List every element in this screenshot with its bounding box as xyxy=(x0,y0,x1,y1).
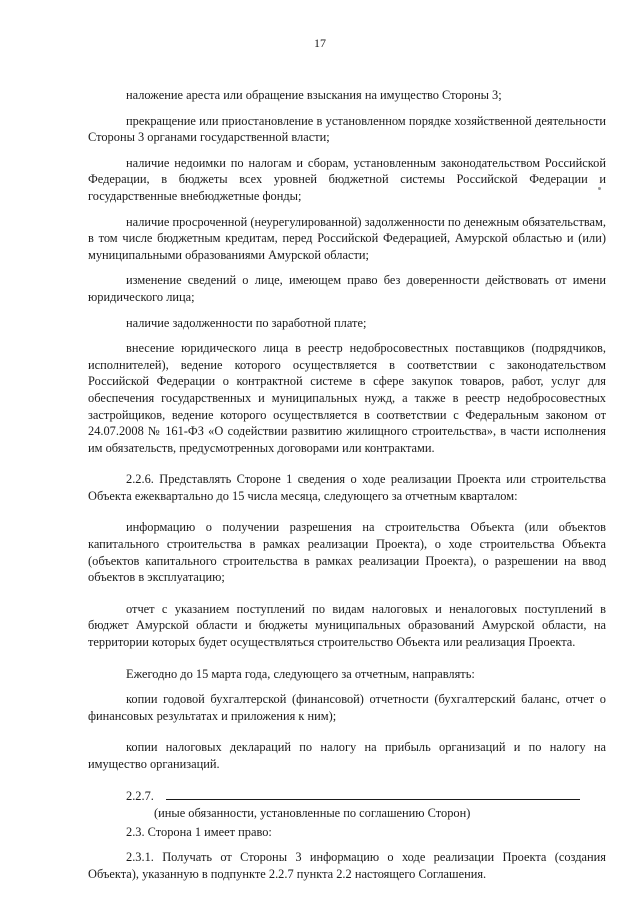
scan-speck xyxy=(598,187,601,190)
paragraph: копии годовой бухгалтерской (финансовой) отчетности (бухгалтерский баланс, отчет о финансовых результатах и приложения к ним); xyxy=(88,692,606,723)
clause-number: 2.2.7. xyxy=(126,788,154,803)
paragraph: информацию о получении разрешения на строительства Объекта (или объектов капитального строительства в рамках реализации Проекта), о ходе строительства Объекта (объектов капитального строительства в рамках реализации Проекта), о разрешении на ввод объектов в эксплуатацию; xyxy=(88,520,606,585)
paragraph: наличие просроченной (неурегулированной) задолженности по денежным обязательствам, в том числе бюджетным кредитам, перед Российской Федерацией, Амурской областью и (или) муниципальными образованиями Амурской области; xyxy=(88,214,606,262)
paragraph: копии налоговых деклараций по налогу на прибыль организаций и по налогу на имущество организаций. xyxy=(88,740,606,771)
paragraph: изменение сведений о лице, имеющем право без доверенности действовать от имени юридического лица; xyxy=(88,273,606,304)
paragraph: 2.3. Сторона 1 имеет право: xyxy=(126,824,272,839)
paragraph: наличие недоимки по налогам и сборам, установленным законодательством Российской Федерации, в бюджеты всех уровней бюджетной системы Российской Федерации и государственные внебюджетные фонды; xyxy=(88,155,606,203)
blank-obligation-field xyxy=(88,788,606,824)
paragraph: внесение юридического лица в реестр недобросовестных поставщиков (подрядчиков, исполнителей), ведение которого осуществляется в соответствии с законодательством Российской Федерации о контрактной системе в сфере закупок товаров, работ, услуг для обеспечения государственных и муниципальных нужд, а также в реестр недобросовестных застройщиков, ведение которого осуществляется в соответствии с Федеральным законом от 24.07.2008 № 161-ФЗ «О содействии развитию жилищного строительства», в части исполнения им обязательств, предусмотренных договорами или контрактами. xyxy=(88,341,606,455)
page-number: 17 xyxy=(314,36,326,50)
paragraph: Ежегодно до 15 марта года, следующего за отчетным, направлять: xyxy=(126,666,475,681)
paragraph: отчет с указанием поступлений по видам налоговых и неналоговых поступлений в бюджет Амурской области и бюджеты муниципальных образований Амурской области, на территории которых будет осуществляться строительство Объекта или реализация Проекта. xyxy=(88,601,606,650)
blank-caption: (иные обязанности, установленные по соглашению Сторон) xyxy=(154,805,471,820)
paragraph: 2.2.6. Представлять Стороне 1 сведения о ходе реализации Проекта или строительства Объекта ежеквартально до 15 числа месяца, следующего за отчетным кварталом: xyxy=(88,472,606,503)
paragraph: наложение ареста или обращение взыскания на имущество Стороны 3; xyxy=(126,88,502,102)
paragraph: 2.3.1. Получать от Стороны 3 информацию о ходе реализации Проекта (создания Объекта), указанную в подпункте 2.2.7 пункта 2.2 настоящего Соглашения. xyxy=(88,850,606,881)
paragraph: наличие задолженности по заработной плате; xyxy=(126,315,367,330)
blank-line xyxy=(166,799,580,800)
document-body xyxy=(88,87,606,882)
paragraph: прекращение или приостановление в установленном порядке хозяйственной деятельности Стороны 3 органами государственной власти; xyxy=(88,113,606,145)
